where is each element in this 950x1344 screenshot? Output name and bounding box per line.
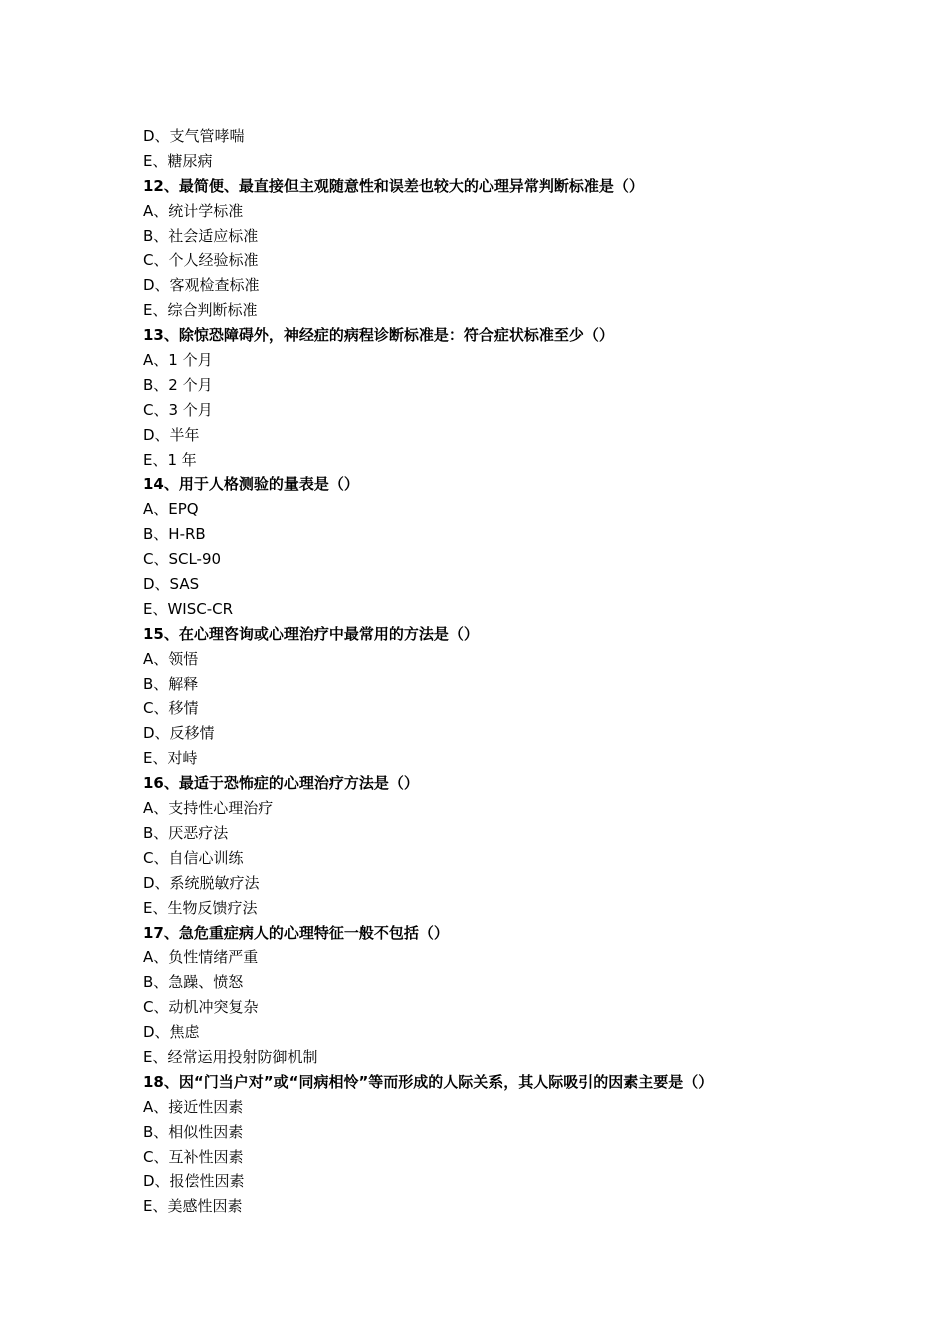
answer-option: B、相似性因素 bbox=[143, 1122, 244, 1141]
answer-option: D、支气管哮喘 bbox=[143, 127, 245, 145]
answer-option: C、互补性因素 bbox=[143, 1147, 244, 1166]
answer-option: E、对峙 bbox=[143, 749, 198, 768]
answer-option: C、SCL-90 bbox=[143, 550, 222, 569]
answer-option: C、动机冲突复杂 bbox=[143, 998, 259, 1017]
answer-option: C、移情 bbox=[143, 699, 199, 718]
answer-option: D、SAS bbox=[143, 575, 200, 594]
question-stem: 17、急危重症病人的心理特征一般不包括（） bbox=[143, 923, 449, 942]
answer-option: B、H-RB bbox=[143, 525, 206, 544]
question-stem: 14、用于人格测验的量表是（） bbox=[143, 475, 359, 494]
answer-option: A、1 个月 bbox=[143, 351, 213, 370]
answer-option: B、厌恶疗法 bbox=[143, 823, 229, 842]
question-stem: 16、最适于恐怖症的心理治疗方法是（） bbox=[143, 774, 419, 793]
answer-option: E、经常运用投射防御机制 bbox=[143, 1047, 318, 1066]
answer-option: C、自信心训练 bbox=[143, 848, 244, 867]
answer-option: D、客观检查标准 bbox=[143, 276, 260, 295]
answer-option: E、美感性因素 bbox=[143, 1197, 243, 1216]
answer-option: E、生物反馈疗法 bbox=[143, 898, 258, 917]
answer-option: A、支持性心理治疗 bbox=[143, 799, 274, 818]
answer-option: D、反移情 bbox=[143, 724, 215, 743]
question-stem: 15、在心理咨询或心理治疗中最常用的方法是（） bbox=[143, 624, 479, 643]
answer-option: B、解释 bbox=[143, 674, 199, 693]
question-stem: 13、除惊恐障碍外，神经症的病程诊断标准是：符合症状标准至少（） bbox=[143, 326, 614, 345]
answer-option: A、接近性因素 bbox=[143, 1097, 244, 1116]
answer-option: B、急躁、愤怒 bbox=[143, 973, 244, 992]
answer-option: B、2 个月 bbox=[143, 375, 213, 394]
answer-option: D、焦虑 bbox=[143, 1023, 200, 1042]
answer-option: E、1 年 bbox=[143, 450, 197, 469]
answer-option: C、3 个月 bbox=[143, 400, 213, 419]
answer-option: C、个人经验标准 bbox=[143, 251, 259, 270]
answer-option: A、负性情绪严重 bbox=[143, 948, 259, 967]
question-stem: 18、因“门当户对”或“同病相怜”等而形成的人际关系，其人际吸引的因素主要是（） bbox=[143, 1072, 714, 1091]
answer-option: D、半年 bbox=[143, 425, 200, 444]
document-body bbox=[143, 124, 863, 1219]
question-stem: 12、最简便、最直接但主观随意性和误差也较大的心理异常判断标准是（） bbox=[143, 176, 644, 195]
answer-option: E、糖尿病 bbox=[143, 151, 213, 170]
answer-option: E、WISC-CR bbox=[143, 599, 234, 618]
answer-option: E、综合判断标准 bbox=[143, 301, 258, 320]
answer-option: D、系统脱敏疗法 bbox=[143, 873, 260, 892]
answer-option: B、社会适应标准 bbox=[143, 226, 259, 245]
answer-option: D、报偿性因素 bbox=[143, 1172, 245, 1191]
answer-option: A、领悟 bbox=[143, 649, 199, 668]
answer-option: A、统计学标准 bbox=[143, 201, 244, 220]
answer-option: A、EPQ bbox=[143, 500, 199, 519]
